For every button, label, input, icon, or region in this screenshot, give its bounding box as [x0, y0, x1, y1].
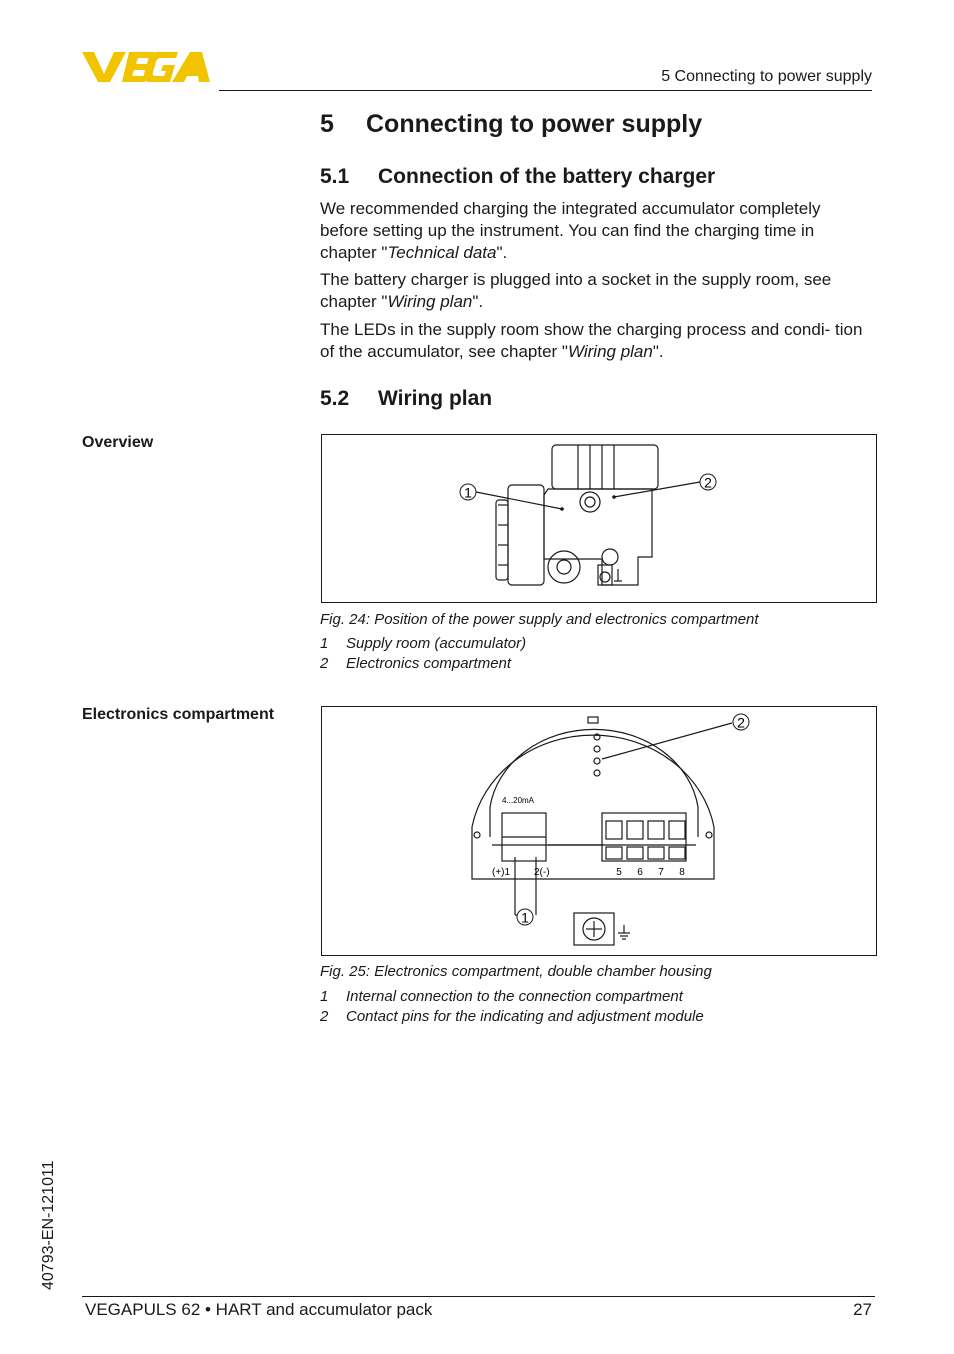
chapter-title — [320, 110, 702, 139]
figure-24-legend — [320, 634, 526, 674]
signal-label: 4...20mA — [502, 796, 535, 805]
page-number: 27 — [853, 1300, 872, 1319]
figure-25-caption: Fig. 25: Electronics compartment, double chamber housing — [320, 963, 712, 980]
paragraph-socket — [320, 269, 872, 313]
section-5-2-title: Wiring plan — [378, 387, 493, 410]
legend-num: 1 — [320, 988, 329, 1005]
p2-text: The battery charger is plugged into a socket in the supply room, see chapter " — [320, 270, 832, 311]
p1-text: We recommended charging the integrated accumulator completely before setting up the instrument. You can find the charging time in chapter " — [320, 199, 821, 262]
legend-num: 1 — [320, 635, 329, 652]
legend-text: Electronics compartment — [346, 655, 512, 672]
paragraph-charging — [320, 198, 872, 264]
p3-ref: Wiring plan — [567, 342, 653, 361]
p1-end: ". — [496, 243, 508, 262]
section-5-1-number: 5.1 — [320, 165, 350, 188]
terminal-label: 8 — [679, 867, 685, 878]
terminal-plus-label: (+)1 — [492, 867, 511, 878]
p2-end: ". — [472, 292, 484, 311]
figure-25-frame — [321, 706, 877, 956]
terminal-label: 5 — [616, 867, 622, 878]
terminal-minus-label: 2(-) — [534, 867, 550, 878]
footer-divider — [82, 1296, 875, 1297]
legend-num: 2 — [320, 1008, 329, 1025]
running-header: 5 Connecting to power supply — [661, 68, 872, 85]
header-divider — [219, 90, 872, 91]
overview-label: Overview — [82, 434, 154, 451]
p2-ref: Wiring plan — [387, 292, 473, 311]
figure-24-caption: Fig. 24: Position of the power supply and electronics compartment — [320, 611, 759, 628]
legend-text: Internal connection to the connection compartment — [346, 988, 683, 1005]
fig25-callout-2: 2 — [737, 714, 745, 731]
fig24-callout-1: 1 — [464, 484, 472, 501]
terminal-label: 6 — [637, 867, 643, 878]
legend-num: 2 — [320, 655, 329, 672]
fig24-callout-2: 2 — [704, 474, 712, 491]
chapter-number: 5 — [320, 110, 334, 138]
paragraph-leds — [320, 319, 872, 363]
housing-diagram — [322, 435, 876, 602]
section-5-2-number: 5.2 — [320, 387, 350, 410]
chapter-title-text: Connecting to power supply — [366, 110, 703, 138]
fig25-callout-1: 1 — [521, 909, 529, 926]
p3-text: The LEDs in the supply room show the charging process and condi- tion of the accumulator, see chapter " — [320, 320, 863, 361]
legend-item — [320, 1007, 704, 1027]
legend-text: Supply room (accumulator) — [346, 635, 527, 652]
legend-item — [320, 634, 526, 654]
document-id: 40793-EN-121011 — [40, 1160, 57, 1290]
section-5-1-title: Connection of the battery charger — [378, 165, 716, 188]
p1-ref: Technical data — [387, 243, 497, 262]
legend-item — [320, 654, 526, 674]
section-5-2-heading — [320, 387, 492, 411]
legend-item — [320, 987, 704, 1007]
p3-end: ". — [652, 342, 664, 361]
figure-24-frame — [321, 434, 877, 603]
vega-logo — [82, 50, 212, 84]
figure-25-legend — [320, 987, 704, 1027]
footer-product: VEGAPULS 62 • HART and accumulator pack — [85, 1300, 433, 1319]
section-5-1-heading — [320, 165, 715, 189]
terminal-label: 7 — [658, 867, 664, 878]
legend-text: Contact pins for the indicating and adjustment module — [346, 1008, 704, 1025]
electronics-compartment-label: Electronics compartment — [82, 706, 275, 723]
electronics-diagram — [322, 707, 876, 955]
